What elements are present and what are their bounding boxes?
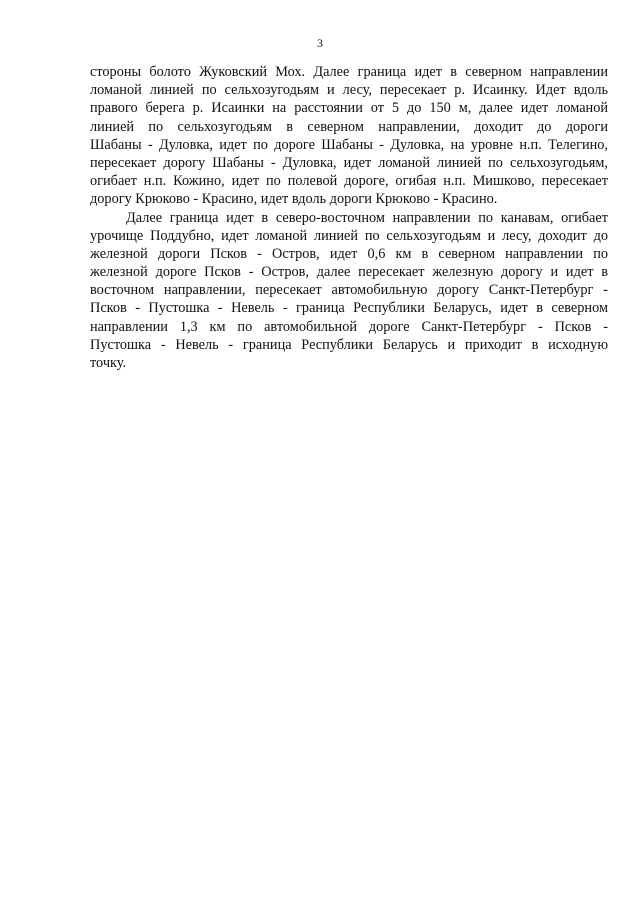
text-line: линией по сельхозугодьям в северном направлении, доходит до дороги xyxy=(90,118,608,135)
text-line: правого берега р. Исаинки на расстоянии от 5 до 150 м, далее идет ломаной xyxy=(90,100,608,117)
text-line: точку. xyxy=(90,355,127,371)
text-line: дорогу Крюково - Красино, идет вдоль дороги Крюково - Красино. xyxy=(90,191,498,208)
text-line: Псков - Пустошка - Невель - граница Республики Беларусь, идет в северном xyxy=(90,300,608,317)
text-line: Далее граница идет в северо-восточном направлении по канавам, огибает xyxy=(126,209,608,226)
text-line: урочище Поддубно, идет ломаной линией по сельхозугодьям и лесу, доходит до xyxy=(90,227,608,244)
text-line: железной дороге Псков - Остров, далее пересекает железную дорогу и идет в xyxy=(90,264,608,281)
paragraph-2 xyxy=(90,209,608,373)
text-line: ломаной линией по сельхозугодьям и лесу, пересекает р. Исаинку. Идет вдоль xyxy=(90,82,608,99)
text-line: восточном направлении, пересекает автомобильную дорогу Санкт-Петербург - xyxy=(90,282,608,299)
text-line: Пустошка - Невель - граница Республики Беларусь и приходит в исходную xyxy=(90,336,608,353)
text-line: стороны болото Жуковский Мох. Далее граница идет в северном направлении xyxy=(90,64,608,80)
text-line: огибает н.п. Кожино, идет по полевой дороге, огибая н.п. Мишково, пересекает xyxy=(90,173,608,190)
text-line: направлении 1,3 км по автомобильной дороге Санкт-Петербург - Псков - xyxy=(90,318,608,335)
paragraph-1 xyxy=(90,63,608,209)
text-line: пересекает дорогу Шабаны - Дуловка, идет ломаной линией по сельхозугодьям, xyxy=(90,154,608,171)
text-line: железной дороги Псков - Остров, идет 0,6 км в северном направлении по xyxy=(90,245,608,262)
text-line: Шабаны - Дуловка, идет по дороге Шабаны - Дуловка, на уровне н.п. Телегино, xyxy=(90,136,608,153)
page-number: 3 xyxy=(317,36,323,50)
body-text xyxy=(90,63,608,372)
